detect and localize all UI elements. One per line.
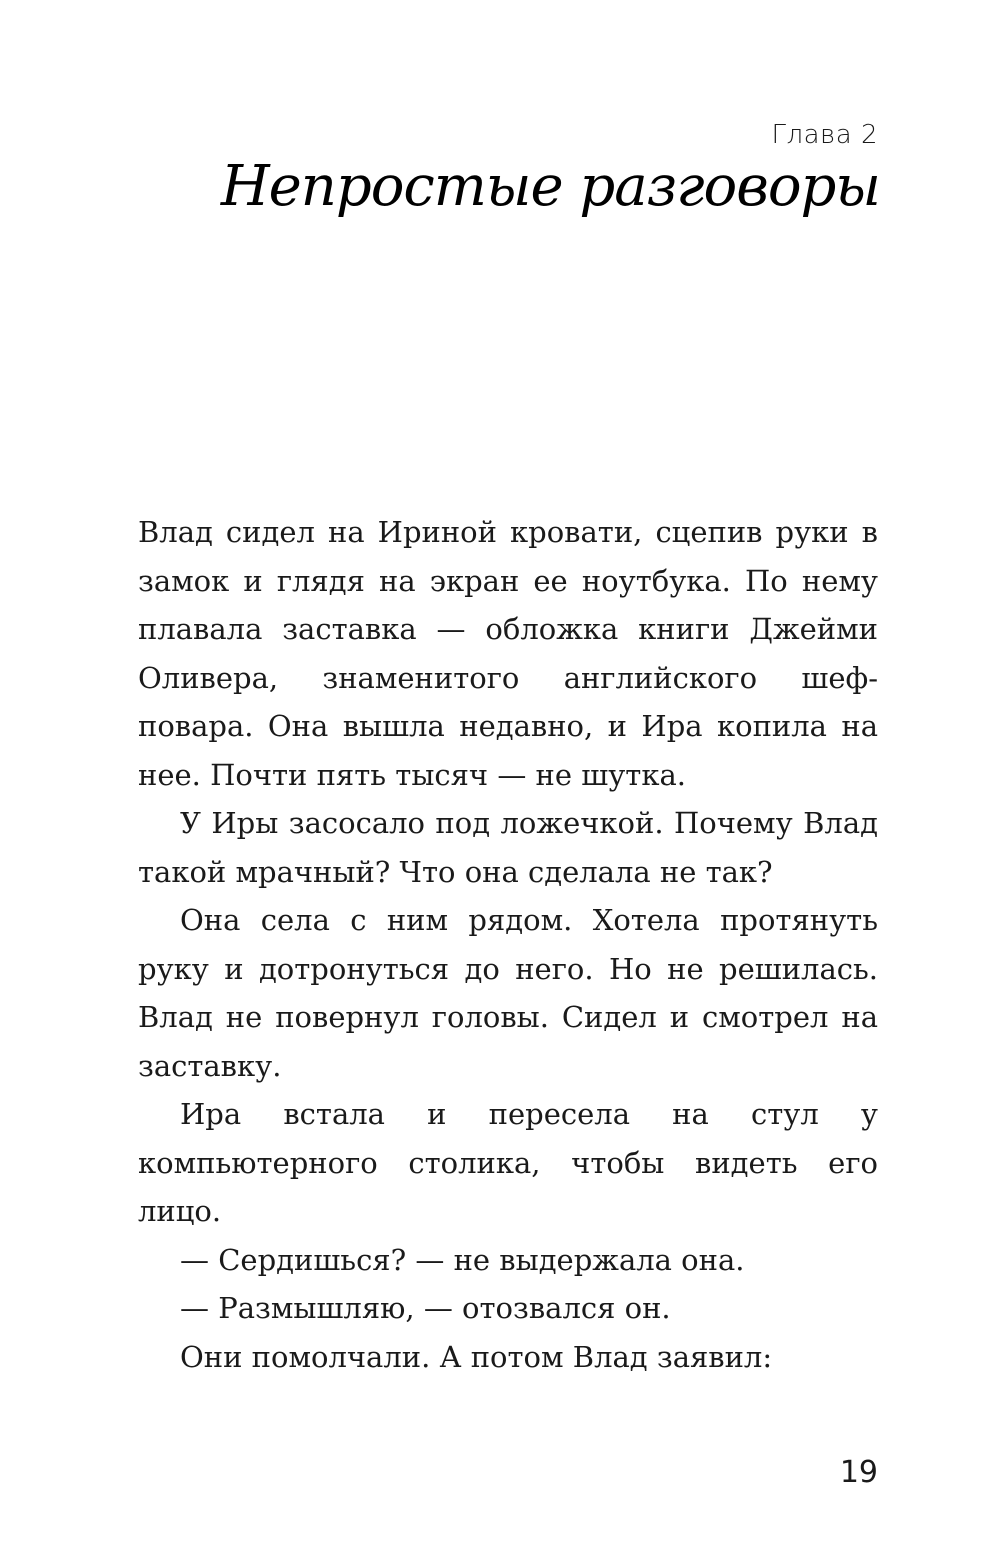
dialogue-line: — Сердишься? — не выдержала она. — [180, 1242, 745, 1277]
page-number: 19 — [839, 1455, 878, 1490]
paragraph: Она села с ним рядом. Хотела протянуть руку и дотронуться до него. Но не решилась. Влад не повернул головы. Сидел и смотрел на заставку. — [138, 903, 878, 1083]
dialogue-line: — Размышляю, — отозвался он. — [180, 1291, 671, 1325]
chapter-label: Глава 2 — [771, 120, 878, 150]
paragraph: Ира встала и пересела на стул у компьютерного столика, чтобы видеть его лицо. — [138, 1097, 878, 1228]
chapter-title: Непростые разговоры — [220, 154, 880, 219]
paragraph: У Иры засосало под ложечкой. Почему Влад такой мрачный? Что она сделала не так? — [138, 806, 878, 889]
paragraph: Они помолчали. А потом Влад заявил: — [180, 1339, 773, 1374]
body-text — [138, 508, 878, 1381]
paragraph: Влад сидел на Ириной кровати, сцепив руки в замок и глядя на экран ее ноутбука. По нему плавала заставка — обложка книги Джейми Оливера, знаменитого английского шеф-повара. Она вышла недавно, и Ира копила на нее. Почти пять тысяч — не шутка. — [138, 515, 878, 792]
